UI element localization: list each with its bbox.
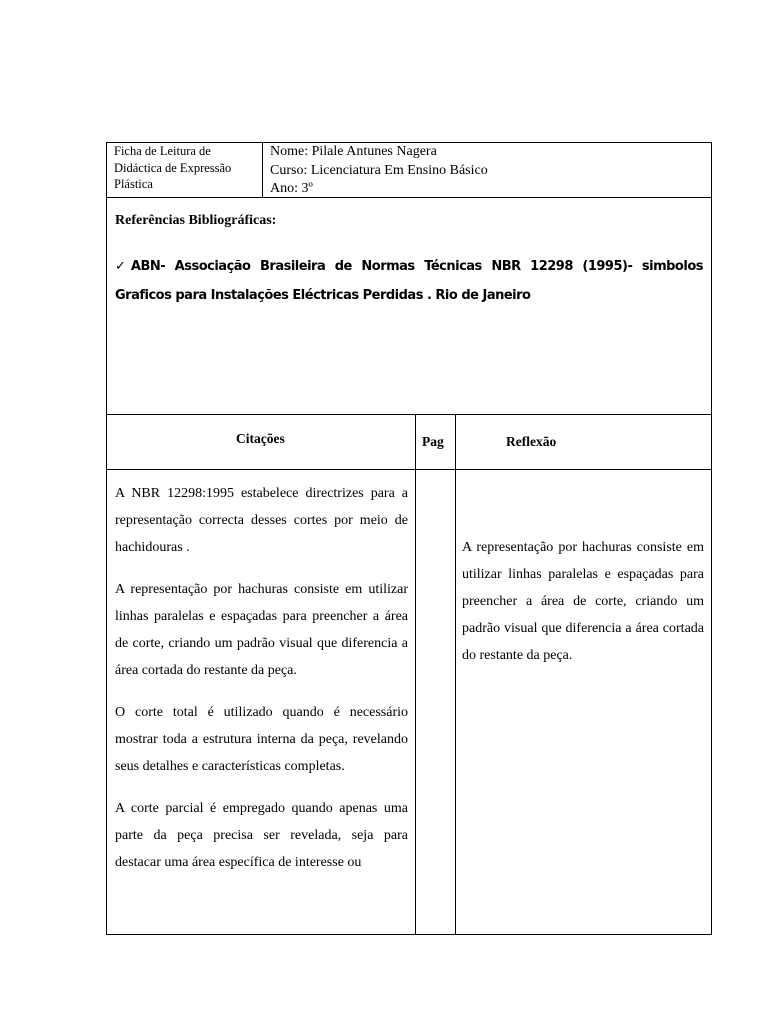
references-heading: Referências Bibliográficas: <box>115 213 277 228</box>
check-icon: ✓ <box>115 259 131 274</box>
student-info <box>270 143 700 199</box>
citation-paragraph: O corte total é utilizado quando é necessário mostrar toda a estrutura interna da peça, revelando seus detalhes e características completas. <box>115 705 408 774</box>
reflection-text: A representação por hachuras consiste em utilizar linhas paralelas e espaçadas para preencher a área de corte, criando um padrão visual que diferencia a área cortada do restante da peça. <box>462 540 704 663</box>
reference-entry <box>115 252 703 310</box>
reference-text: ABN- Associação Brasileira de Normas Técnicas NBR 12298 (1995)- simbolos Graficos para Instalações Eléctricas Perdidas . Rio de Janeiro <box>115 259 703 303</box>
pag-column-right-rule <box>455 414 456 935</box>
year-label: Ano: 3º <box>270 181 313 196</box>
references-bottom-rule <box>106 414 712 415</box>
pag-column-left-rule <box>415 414 416 935</box>
column-header-citacoes: Citações <box>236 431 285 446</box>
ficha-title: Ficha de Leitura de Didáctica de Expressão Plástica <box>114 144 232 191</box>
column-header-pag: Pag <box>422 434 444 449</box>
citation-paragraph: A representação por hachuras consiste em utilizar linhas paralelas e espaçadas para preencher a área de corte, criando um padrão visual que diferencia a área cortada do restante da peça. <box>115 582 408 678</box>
citation-paragraph: A corte parcial é empregado quando apenas uma parte da peça precisa ser revelada, seja para destacar uma área específica de interesse ou <box>115 801 408 870</box>
student-name: Nome: Pilale Antunes Nagera <box>270 144 437 159</box>
citation-paragraph: A NBR 12298:1995 estabelece directrizes para a representação correcta desses cortes por meio de hachidouras . <box>115 486 408 555</box>
citations-cell <box>115 480 408 891</box>
header-divider <box>262 142 263 198</box>
course-name: Curso: Licenciatura Em Ensino Básico <box>270 162 488 178</box>
column-header-reflexao: Reflexão <box>506 434 557 449</box>
table-header-bottom-rule <box>106 469 712 470</box>
